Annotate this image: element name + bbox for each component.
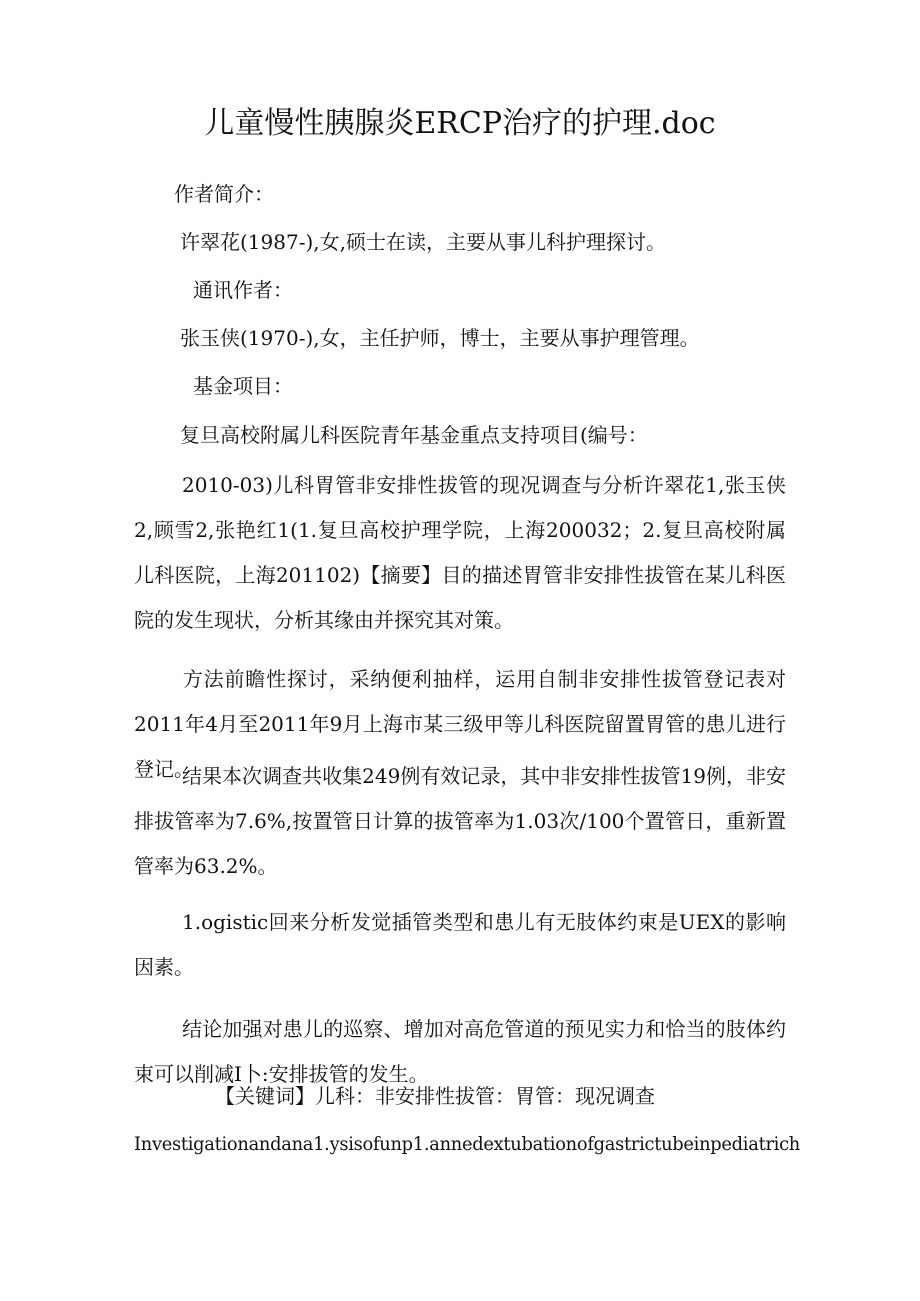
abstract-paragraph — [134, 463, 786, 643]
document-title: 儿童慢性胰腺炎ERCP治疗的护理.doc — [204, 106, 716, 141]
corresponding-author-info: 张玉侠(1970-),女，主任护师，博士，主要从事护理管理。 — [180, 326, 700, 350]
conclusion-text: 结论加强对患儿的巡察、增加对高危管道的预见实力和恰当的肢体约束可以削减I卜:安排拔管的发生。 — [134, 1017, 786, 1086]
logistic-text: 1.ogistic回来分析发觉插管类型和患儿有无肢体约束是UEX的影响因素。 — [134, 910, 786, 979]
fund-heading: 基金项目： — [193, 374, 293, 398]
author-info: 许翠花(1987-),女,硕士在读，主要从事儿科护理探讨。 — [180, 230, 666, 254]
fund-info: 复旦高校附属儿科医院青年基金重点支持项目(编号： — [180, 423, 648, 447]
result-text: 结果本次调查共收集249例有效记录，其中非安排性拔管19例，非安排拔管率为7.6%,按置管日计算的拔管率为1.03次/100个置管日，重新置管率为63.2%。 — [134, 764, 786, 878]
corresponding-author-heading: 通讯作者： — [193, 278, 293, 302]
result-paragraph — [134, 754, 786, 889]
logistic-paragraph — [134, 900, 786, 990]
keywords-line: 【关键词】儿科：非安排性拔管：胃管：现况调查 — [215, 1084, 655, 1108]
author-heading: 作者简介： — [174, 182, 274, 206]
method-text: 方法前瞻性探讨，采纳便利抽样，运用自制非安排性拔管登记表对2011年4月至2011年9月上海市某三级甲等儿科医院留置胃管的患儿进行登记。 — [134, 667, 786, 781]
abstract-text: 2010-03)儿科胃管非安排性拔管的现况调查与分析许翠花1,张玉侠2,顾雪2,张艳红1(1.复旦高校护理学院，上海200032；2.复旦高校附属儿科医院，上海201102)【摘要】目的描述胃管非安排性拔管在某儿科医院的发生现状，分析其缘由并探究其对策。 — [134, 473, 786, 632]
english-title: Investigationandana1.ysisofunp1.annedextubationofgastrictubeinpediatrich — [134, 1133, 800, 1155]
